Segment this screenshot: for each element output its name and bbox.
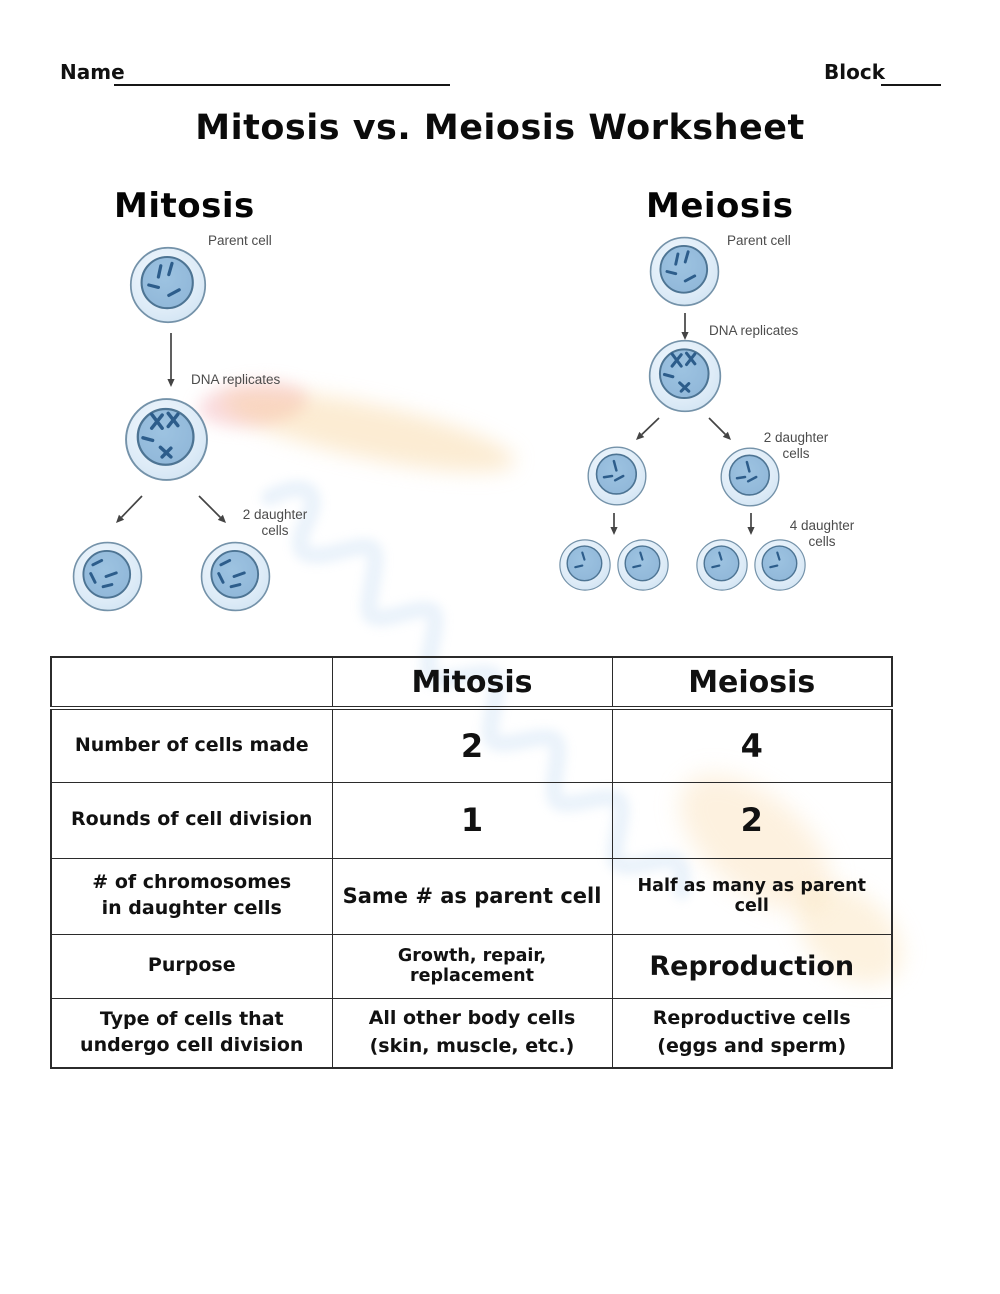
meiosis-number-of-cells: 4 <box>612 708 892 782</box>
table-header-empty <box>51 657 332 708</box>
row-label-cell-types: Type of cells that undergo cell division <box>51 998 332 1068</box>
meiosis-purpose: Reproduction <box>612 934 892 998</box>
mitosis-cell-types: All other body cells (skin, muscle, etc.) <box>332 998 612 1068</box>
meiosis-replicated-cell <box>647 338 723 414</box>
meiosis-dna-label: DNA replicates <box>709 323 799 338</box>
table-header-mitosis: Mitosis <box>332 657 612 708</box>
mitosis-split-arrow-right <box>193 490 232 529</box>
table-row <box>51 708 892 782</box>
table-row <box>51 998 892 1068</box>
table-row <box>51 782 892 858</box>
meiosis-four-daughters-label: 4 daughter cells <box>789 518 855 549</box>
mitosis-daughters-label: 2 daughter cells <box>242 507 308 538</box>
row-label-number-of-cells: Number of cells made <box>51 708 332 782</box>
block-blank-line <box>881 83 941 86</box>
meiosis-final-cell-1 <box>558 538 612 592</box>
meiosis-cell-types: Reproductive cells (eggs and sperm) <box>612 998 892 1068</box>
mitosis-number-of-cells: 2 <box>332 708 612 782</box>
meiosis-final-cell-2 <box>616 538 670 592</box>
meiosis-heading: Meiosis <box>646 186 794 226</box>
name-label: Name <box>60 60 125 84</box>
mitosis-chromosomes: Same # as parent cell <box>332 858 612 934</box>
mitosis-split-arrow-left <box>110 490 148 529</box>
mitosis-parent-cell-label: Parent cell <box>208 233 272 248</box>
mitosis-heading: Mitosis <box>114 186 255 226</box>
mitosis-purpose: Growth, repair, replacement <box>332 934 612 998</box>
meiosis-rounds: 2 <box>612 782 892 858</box>
mitosis-daughter-cell-2 <box>199 540 272 613</box>
row-label-chromosomes: # of chromosomes in daughter cells <box>51 858 332 934</box>
meiosis-second-division-arrow-right <box>745 507 757 541</box>
table-header-meiosis: Meiosis <box>612 657 892 708</box>
meiosis-two-daughters-label: 2 daughter cells <box>763 430 829 461</box>
mitosis-dna-arrow <box>165 327 177 393</box>
mitosis-dna-label: DNA replicates <box>191 372 281 387</box>
page-title: Mitosis vs. Meiosis Worksheet <box>195 108 805 148</box>
meiosis-parent-cell-label: Parent cell <box>727 233 791 248</box>
mitosis-parent-cell <box>128 245 208 325</box>
meiosis-final-cell-3 <box>695 538 749 592</box>
mitosis-rounds: 1 <box>332 782 612 858</box>
block-label: Block <box>824 60 885 84</box>
name-blank-line <box>114 83 450 86</box>
meiosis-final-cell-4 <box>753 538 807 592</box>
table-header-row <box>51 657 892 708</box>
meiosis-daughter-cell-1 <box>586 445 648 507</box>
meiosis-split-arrow-right <box>703 412 737 446</box>
meiosis-chromosomes: Half as many as parent cell <box>612 858 892 934</box>
table-row <box>51 858 892 934</box>
mitosis-replicated-cell <box>123 396 210 483</box>
row-label-purpose: Purpose <box>51 934 332 998</box>
watermark-yellow-streak <box>216 373 521 488</box>
meiosis-second-division-arrow-left <box>608 507 620 541</box>
mitosis-daughter-cell-1 <box>71 540 144 613</box>
row-label-rounds-of-division: Rounds of cell division <box>51 782 332 858</box>
meiosis-split-arrow-left <box>630 412 665 446</box>
meiosis-parent-cell <box>648 235 721 308</box>
meiosis-daughter-cell-2 <box>719 446 781 508</box>
table-row <box>51 934 892 998</box>
comparison-table <box>50 656 893 1069</box>
